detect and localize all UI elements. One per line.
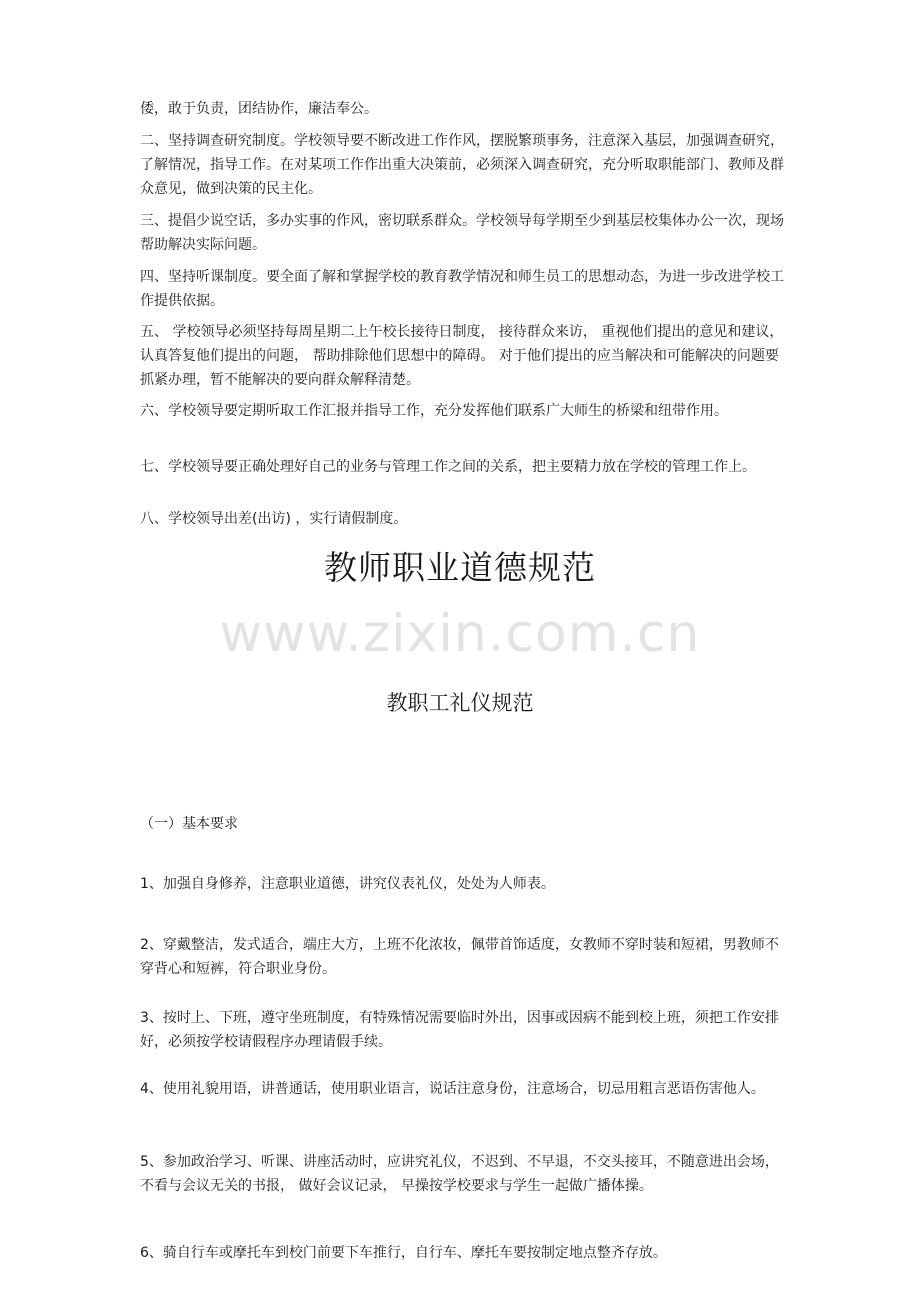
- list-item-1: 1、加强自身修养，注意职业道德，讲究仪表礼仪，处处为人师表。: [140, 876, 555, 892]
- paragraph-rule-2: 二、坚持调查研究制度。学校领导要不断改进工作作风，摆脱繁琐事务，注意深入基层，加强调查研究，了解情况，指导工作。在对某项工作作出重大决策前，必须深入调查研究，充分听取职能部门、教师及群众意见，做到决策的民主化。: [140, 133, 784, 197]
- list-item-6: 6、骑自行车或摩托车到校门前要下车推行，自行车、摩托车要按制定地点整齐存放。: [140, 1245, 667, 1261]
- list-item-2: 2、穿戴整洁，发式适合，端庄大方，上班不化浓妆，佩带首饰适度，女教师不穿时装和短裙，男教师不穿背心和短裤，符合职业身份。: [140, 937, 779, 977]
- list-item-4: 4、使用礼貌用语，讲普通话，使用职业语言，说话注意身份，注意场合，切忌用粗言恶语伤害他人。: [140, 1081, 765, 1097]
- list-item-3: 3、按时上、下班，遵守坐班制度，有特殊情况需要临时外出，因事或因病不能到校上班，须把工作安排好，必须按学校请假程序办理请假手续。: [140, 1010, 779, 1050]
- watermark: www.zixin.com.cn: [219, 604, 701, 664]
- main-title: 教师职业道德规范: [324, 548, 596, 587]
- paragraph-rule-6: 六、学校领导要定期听取工作汇报并指导工作，充分发挥他们联系广大师生的桥梁和纽带作用。: [140, 403, 728, 419]
- list-item-5: 5、参加政治学习、听课、讲座活动时，应讲究礼仪，不迟到、不早退，不交头接耳，不随意进出会场， 不看与会议无关的书报， 做好会议记录， 早操按学校要求与学生一起做广播体操。: [140, 1154, 779, 1194]
- paragraph-rule-8: 八、学校领导出差(出访) ，实行请假制度。: [140, 511, 408, 527]
- paragraph-rule-5: 五、 学校领导必须坚持每周星期二上午校长接待日制度， 接待群众来访， 重视他们提出的意见和建议， 认真答复他们提出的问题， 帮助排除他们思想中的障碍。 对于他们提出的应当解决和可能解决的问题要抓紧办理，暂不能解决的要向群众解释清楚。: [140, 324, 784, 388]
- paragraph-rule-4: 四、坚持听课制度。要全面了解和掌握学校的教育教学情况和师生员工的思想动态，为进一步改进学校工作提供依据。: [140, 269, 784, 309]
- paragraph-rule-7: 七、学校领导要正确处理好自己的业务与管理工作之间的关系，把主要精力放在学校的管理工作上。: [140, 459, 756, 475]
- sub-title: 教职工礼仪规范: [386, 691, 534, 715]
- paragraph-rule-3: 三、提倡少说空话，多办实事的作风，密切联系群众。学校领导每学期至少到基层校集体办公一次，现场帮助解决实际问题。: [140, 213, 784, 253]
- section-heading: （一）基本要求: [140, 816, 238, 832]
- paragraph-continuation: 倭，敢于负责，团结协作，廉洁奉公。: [140, 101, 378, 117]
